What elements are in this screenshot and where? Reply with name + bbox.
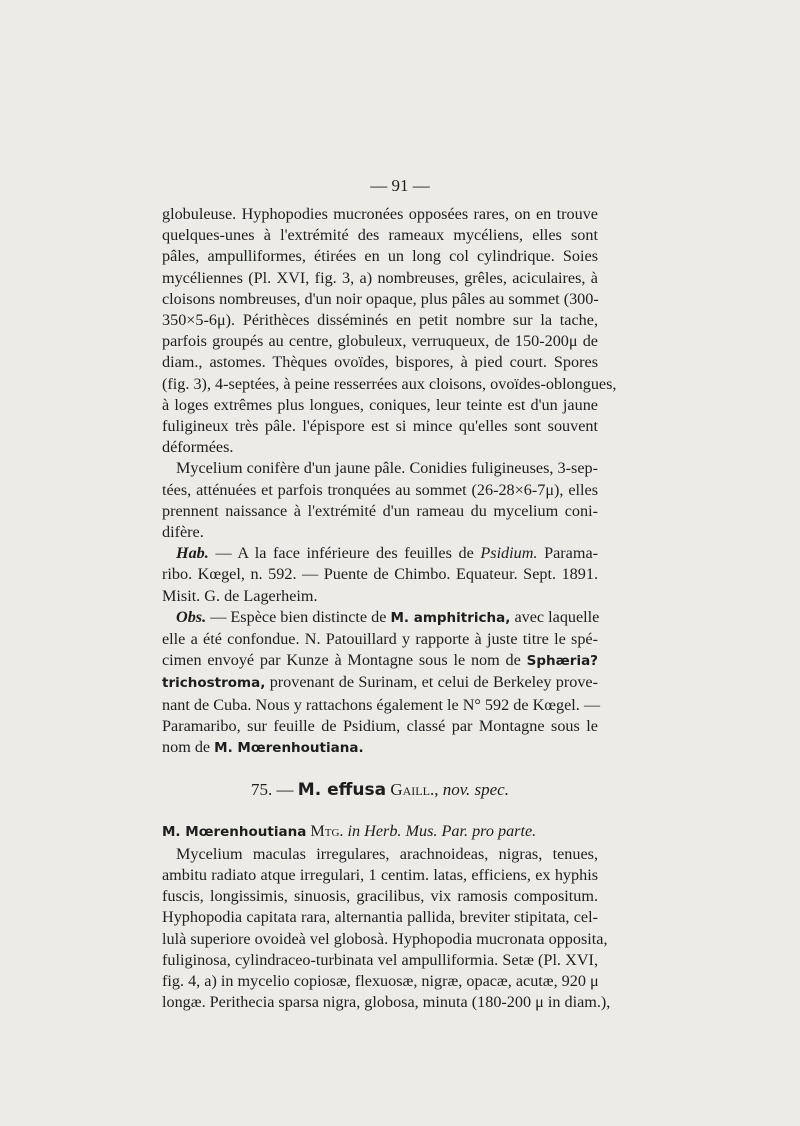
text-line: tées, atténuées et parfois tronquées au sommet (26-28×6-7μ), elles [162, 480, 598, 499]
paragraph-latin-description [162, 844, 611, 1014]
species-name: Sphæria? [526, 653, 599, 670]
paragraph-description [162, 204, 617, 458]
paragraph-habitat [162, 543, 598, 607]
body-text [162, 204, 617, 1013]
paragraph-observations [162, 607, 601, 759]
page-number: — 91 — [370, 176, 430, 195]
text-span: cimen envoyé par Kunze à Montagne sous le nom de [162, 651, 521, 670]
species-name: trichostroma, [162, 675, 266, 692]
text-line: Hyphopodia capitata rara, alternantia pallida, breviter stipitata, cel- [162, 908, 598, 927]
text-line: 350×5-6μ). Périthèces disséminés en petit nombre sur la tache, [162, 311, 598, 330]
text-line: diam., astomes. Thèques ovoïdes, bispores, à pied court. Spores [162, 353, 598, 372]
species-status: nov. spec. [442, 780, 509, 800]
text-line: nant de Cuba. Nous y rattachons également le N° 592 de Kœgel. — [162, 695, 601, 714]
text-line: mycéliennes (Pl. XVI, fig. 3, a) nombreuses, grêles, aciculaires, à [162, 268, 598, 287]
text-line [162, 607, 598, 629]
text-span: — A la face inférieure des feuilles de [215, 544, 474, 563]
text-line: parfois groupés au centre, globuleux, verruqueux, de 150-200μ de [162, 332, 598, 351]
genus-name: Psidium. [480, 544, 538, 563]
text-line: longæ. Perithecia sparsa nigra, globosa, minuta (180-200 μ in diam.), [162, 993, 611, 1012]
text-line: quelques-unes à l'extrémité des rameaux mycéliens, elles sont [162, 226, 598, 245]
text-line: Paramaribo, sur feuille de Psidium, classé par Montagne sous le [162, 716, 598, 735]
species-name: M. Mœrenhoutiana. [214, 740, 364, 757]
text-line: pâles, ampulliformes, étirées en un long col cylindrique. Soies [162, 247, 598, 266]
text-line: ambitu radiato atque irregulari, 1 centim. latas, efficiens, ex hyphis [162, 865, 598, 884]
text-line: difère. [162, 523, 204, 542]
text-span: provenant de Surinam, et celui de Berkeley prove- [269, 673, 599, 692]
paragraph-conidia [162, 458, 598, 543]
text-span: Parama- [544, 544, 599, 563]
synonym-line [162, 821, 598, 843]
text-line: globuleuse. Hyphopodies mucronées opposées rares, on en trouve [162, 205, 598, 223]
text-line: cloisons nombreuses, d'un noir opaque, plus pâles au sommet (300- [162, 289, 599, 308]
obs-label: Obs. [176, 607, 207, 626]
hab-label: Hab. [176, 544, 209, 563]
text-line: fuligineux très pâle. l'épispore est si mince qu'elles sont souvent [162, 417, 598, 436]
text-line: Mycelium maculas irregulares, arachnoideas, nigras, tenues, [176, 844, 598, 863]
text-line: déformées. [162, 438, 234, 457]
text-line: à loges extrêmes plus longues, coniques, leur teinte est d'un jaune [162, 395, 598, 414]
species-author: Gaill., [390, 780, 439, 800]
species-number: 75. — [251, 780, 294, 800]
text-line: fuliginosa, cylindraceo-turbinata vel ampulliformia. Setæ (Pl. XVI, [162, 950, 598, 969]
text-line: Misit. G. de Lagerheim. [162, 586, 318, 605]
text-line [162, 543, 598, 564]
text-span: avec laquelle [514, 607, 600, 626]
text-line: Mycelium conifère d'un jaune pâle. Conidies fuligineuses, 3-sep- [176, 459, 598, 478]
text-line: (fig. 3), 4-septées, à peine resserrées aux cloisons, ovoïdes-oblongues, [162, 374, 617, 393]
text-line: ribo. Kœgel, n. 592. — Puente de Chimbo. Equateur. Sept. 1891. [162, 565, 598, 584]
text-line: prennent naissance à l'extrémité d'un rameau du mycelium coni- [162, 501, 598, 520]
synonym-reference: in Herb. Mus. Par. pro parte. [347, 822, 537, 841]
text-line [162, 737, 598, 759]
text-line [162, 672, 598, 694]
species-name: M. amphitricha, [390, 609, 511, 626]
synonym-name: M. Mœrenhoutiana [162, 824, 307, 841]
text-span: — Espèce bien distincte de [210, 607, 387, 626]
text-line: fig. 4, a) in mycelio copiosæ, flexuosæ, nigræ, opacæ, acutæ, 920 μ [162, 971, 599, 990]
text-line: lulà superiore ovoideà vel globosà. Hyphopodia mucronata opposita, [162, 929, 608, 948]
text-span: nom de [162, 738, 211, 757]
text-line: fuscis, longissimis, sinuosis, gracilibus, vix ramosis compositum. [162, 887, 598, 906]
species-title: M. effusa [297, 780, 387, 801]
text-line: elle a été confondue. N. Patouillard y rapporte à juste titre le spé- [162, 630, 598, 649]
species-heading [162, 779, 598, 801]
text-line [162, 650, 598, 672]
synonym-author: Mtg. [310, 822, 344, 841]
